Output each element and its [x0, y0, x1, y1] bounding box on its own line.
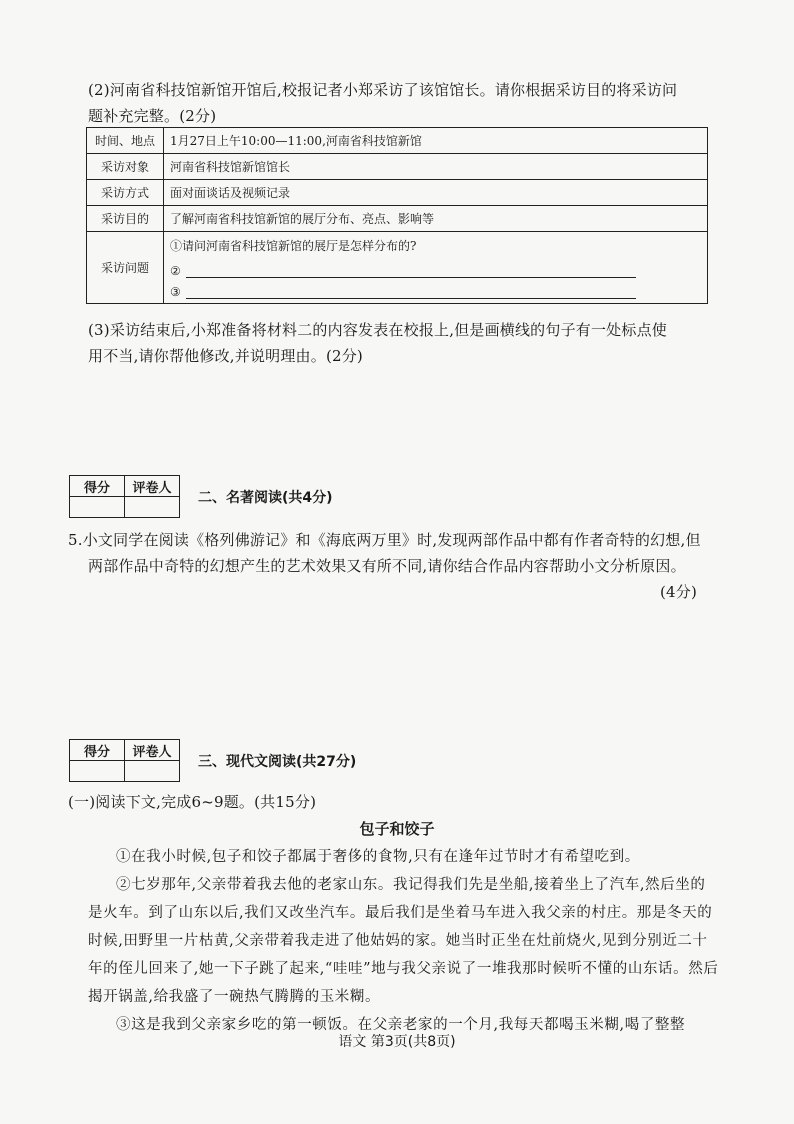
score-cell[interactable] [70, 497, 125, 518]
score-box [69, 475, 180, 518]
page-footer: 语文 第3页(共8页) [338, 1034, 456, 1050]
section-3-title: 三、现代文阅读(共27分) [198, 754, 357, 770]
paragraph-3: ③这是我到父亲家乡吃的第一顿饭。在父亲老家的一个月,我每天都喝玉米糊,喝了整整 [116, 1017, 686, 1033]
table-row [87, 128, 708, 154]
row-key: 采访问题 [87, 232, 164, 304]
questions-cell [164, 232, 708, 304]
row-value: 了解河南省科技馆新馆的展厅分布、亮点、影响等 [164, 206, 708, 232]
row-key: 采访目的 [87, 206, 164, 232]
question-3-blank-row: ③ [170, 278, 701, 299]
section-3-sub: (一)阅读下文,完成6~9题。(共15分) [68, 793, 317, 811]
grader-cell[interactable] [125, 761, 180, 782]
table-row [87, 180, 708, 206]
answer-blank-2[interactable] [186, 263, 636, 278]
table-row [87, 154, 708, 180]
grader-label: 评卷人 [125, 740, 180, 761]
score-cell[interactable] [70, 761, 125, 782]
question-2-stem: (2)河南省科技馆新馆开馆后,校报记者小郑采访了该馆馆长。请你根据采访目的将采访问 题补充完整。(2分) [88, 81, 678, 125]
row-value: 1月27日上午10:00—11:00,河南省科技馆新馆 [164, 128, 708, 154]
table-row [87, 206, 708, 232]
grader-cell[interactable] [125, 497, 180, 518]
interview-table [86, 127, 708, 304]
answer-blank-3[interactable] [186, 284, 636, 299]
question-5-points: (4分) [660, 583, 698, 601]
row-key: 时间、地点 [87, 128, 164, 154]
article-title: 包子和饺子 [359, 820, 435, 838]
row-key: 采访方式 [87, 180, 164, 206]
score-label: 得分 [70, 740, 125, 761]
score-box [69, 739, 180, 782]
score-label: 得分 [70, 476, 125, 497]
grader-label: 评卷人 [125, 476, 180, 497]
question-5: 5.小文同学在阅读《格列佛游记》和《海底两万里》时,发现两部作品中都有作者奇特的幻想,但 两部作品中奇特的幻想产生的艺术效果又有所不同,请你结合作品内容帮助小文分析原因。 [68, 531, 701, 575]
question-1: ①请问河南省科技馆新馆的展厅是怎样分布的? [170, 239, 417, 253]
paragraph-2: ②七岁那年,父亲带着我去他的老家山东。我记得我们先是坐船,接着坐上了汽车,然后坐的是火车。到了山东以后,我们又改坐汽车。最后我们是坐着马车进入我父亲的村庄。那是冬天的时候,田野里一片枯黄,父亲带着我走进了他姑妈的家。她当时正坐在灶前烧火,见到分别近二十年的侄儿回来了,她一下子跳了起来,“哇哇”地与我父亲说了一堆我那时候听不懂的山东话。然后揭开锅盖,给我盛了一碗热气腾腾的玉米糊。 [88, 877, 719, 1005]
question-2-blank-row: ② [170, 257, 701, 278]
section-2-title: 二、名著阅读(共4分) [198, 490, 333, 506]
question-3-stem: (3)采访结束后,小郑准备将材料二的内容发表在校报上,但是画横线的句子有一处标点使 用不当,请你帮他修改,并说明理由。(2分) [88, 321, 667, 365]
row-value: 面对面谈话及视频记录 [164, 180, 708, 206]
table-row-questions [87, 232, 708, 304]
paragraph-1: ①在我小时候,包子和饺子都属于奢侈的食物,只有在逢年过节时才有希望吃到。 [116, 849, 640, 865]
row-value: 河南省科技馆新馆馆长 [164, 154, 708, 180]
row-key: 采访对象 [87, 154, 164, 180]
article-body [88, 843, 720, 1039]
